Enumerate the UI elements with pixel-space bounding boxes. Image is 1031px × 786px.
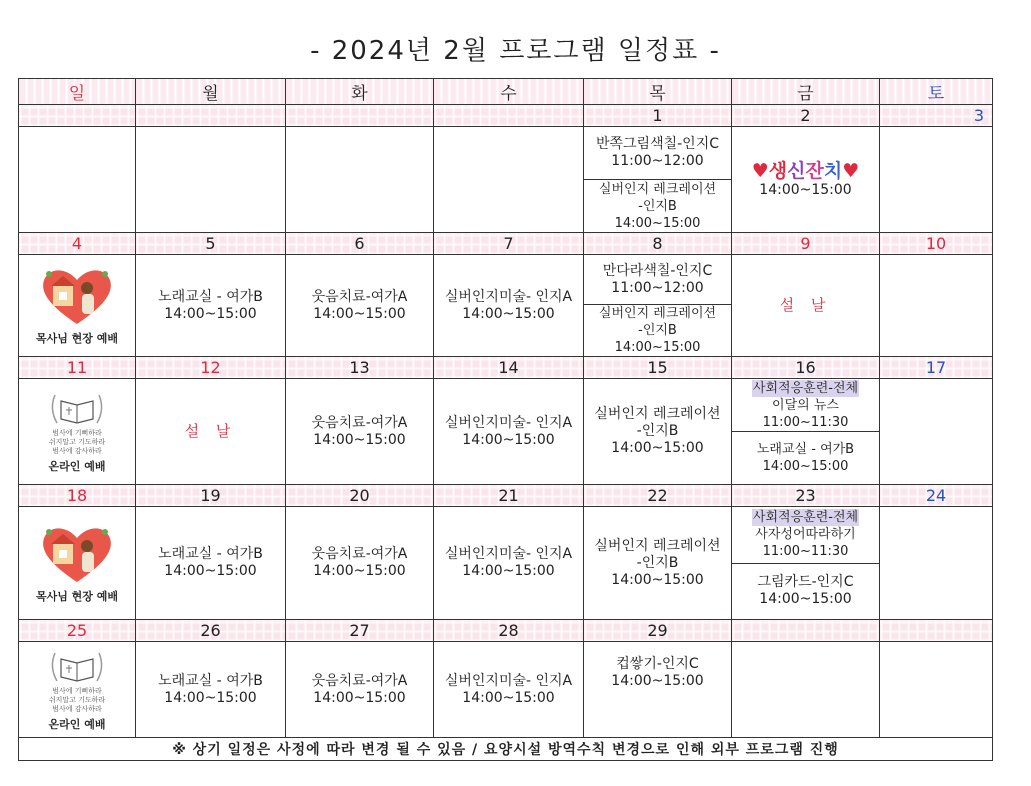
- event-tag: 사회적응훈련-전체: [752, 510, 859, 526]
- event-title: 실버인지 레크레이션: [598, 306, 717, 321]
- day-cell: [584, 507, 732, 620]
- date-cell: 26: [136, 620, 286, 642]
- event-time: 14:00~15:00: [611, 440, 704, 456]
- event-time: 14:00~15:00: [313, 305, 406, 322]
- event-title: 웃음치료-여가A: [311, 546, 408, 562]
- event-time: 11:00~11:30: [762, 544, 849, 560]
- date-cell: 14: [434, 357, 584, 379]
- event-time: 14:00~15:00: [759, 182, 852, 198]
- week4-content-row: [19, 507, 993, 620]
- weekday-sat: 토: [880, 79, 993, 105]
- event-title: 컵쌓기-인지C: [616, 656, 699, 672]
- event-title: -인지B: [638, 323, 677, 338]
- event-time: 14:00~15:00: [611, 571, 704, 588]
- event: [732, 431, 879, 484]
- page-title: - 2024년 2월 프로그램 일정표 -: [310, 36, 721, 66]
- event-title: 실버인지 레크레이션: [594, 537, 721, 554]
- event-time: 14:00~15:00: [164, 689, 257, 706]
- date-cell: [19, 105, 136, 127]
- week4-date-row: [19, 485, 993, 507]
- holiday-label: 설 날: [184, 421, 237, 440]
- day-cell: [286, 127, 434, 233]
- holiday-label: 설 날: [779, 295, 832, 314]
- sunday-caption: 온라인 예배: [48, 459, 106, 473]
- day-cell-feb16: [732, 379, 880, 485]
- church-heart-icon: [37, 522, 117, 586]
- day-cell: [880, 642, 993, 738]
- event-time: 14:00~15:00: [313, 563, 406, 579]
- event-title: 만다라색칠-인지C: [602, 262, 713, 279]
- weekday-sun: 일: [19, 79, 136, 105]
- week1-content-row: [19, 127, 993, 233]
- event-title: 노래교실 - 여가B: [158, 288, 263, 305]
- day-cell-feb8: [584, 255, 732, 357]
- day-cell: [286, 507, 434, 620]
- day-cell-feb1: [584, 127, 732, 233]
- event-title: -인지B: [636, 554, 679, 571]
- heart-icon: ♥: [751, 160, 769, 182]
- day-cell: [136, 507, 286, 620]
- day-cell: [434, 642, 584, 738]
- date-cell: 2: [732, 105, 880, 127]
- event: [584, 179, 731, 232]
- day-cell: [434, 255, 584, 357]
- day-cell: [19, 127, 136, 233]
- week3-content-row: [19, 379, 993, 485]
- week2-content-row: [19, 255, 993, 357]
- date-cell: [434, 105, 584, 127]
- event-time: 14:00~15:00: [614, 215, 701, 231]
- event-title: -인지B: [638, 198, 677, 214]
- day-cell-sunday-onsite: [19, 507, 136, 620]
- sunday-caption: 목사님 현장 예배: [35, 332, 119, 345]
- event-time: 14:00~15:00: [164, 305, 257, 322]
- event-title: 웃음치료-여가A: [311, 672, 408, 689]
- church-heart-icon: [37, 264, 117, 328]
- event-title: 실버인지 레크레이션: [594, 406, 721, 422]
- date-cell: 25: [19, 620, 136, 642]
- date-cell: 15: [584, 357, 732, 379]
- date-cell: [136, 105, 286, 127]
- event: [732, 379, 879, 431]
- verse-line: 범사에 기뻐하라: [52, 428, 102, 437]
- event-title: 실버인지미술- 인지A: [444, 546, 573, 562]
- event-title: 실버인지미술- 인지A: [444, 288, 573, 305]
- birthday-event: [732, 160, 879, 182]
- day-cell: [434, 127, 584, 233]
- date-cell: [732, 620, 880, 642]
- event-time: 14:00~15:00: [164, 563, 257, 579]
- event-title: 노래교실 - 여가B: [158, 672, 263, 689]
- birthday-char: 잔: [805, 160, 824, 182]
- event-time: 11:00~12:00: [611, 279, 704, 296]
- day-cell: [136, 127, 286, 233]
- date-cell: 4: [19, 233, 136, 255]
- event-title: 사자성어따라하기: [755, 527, 856, 543]
- verse-line: 쉬지말고 기도하라: [48, 437, 106, 446]
- date-cell: 28: [434, 620, 584, 642]
- event-time: 14:00~15:00: [611, 673, 704, 689]
- verse-line: 쉬지말고 기도하라: [48, 695, 106, 704]
- heart-icon: ♥: [842, 160, 860, 182]
- calendar-table: [18, 78, 993, 761]
- day-cell: [136, 642, 286, 738]
- date-cell: 20: [286, 485, 434, 507]
- day-cell-holiday: [732, 255, 880, 357]
- event: [584, 304, 731, 356]
- day-cell: [434, 379, 584, 485]
- date-cell: [880, 620, 993, 642]
- event-time: 11:00~11:30: [762, 414, 849, 430]
- day-cell-sunday-online: [19, 379, 136, 485]
- date-cell: 7: [434, 233, 584, 255]
- week5-date-row: [19, 620, 993, 642]
- week3-date-row: [19, 357, 993, 379]
- event-time: 14:00~15:00: [313, 431, 406, 448]
- weekday-fri: 금: [732, 79, 880, 105]
- event-time: 14:00~15:00: [462, 431, 555, 448]
- footer-row: [19, 738, 993, 761]
- day-cell: [136, 255, 286, 357]
- day-cell-feb2: [732, 127, 880, 233]
- day-cell-feb29: [584, 642, 732, 738]
- weekday-thu: 목: [584, 79, 732, 105]
- date-cell: 1: [584, 105, 732, 127]
- date-cell: 23: [732, 485, 880, 507]
- verse-line: 범사에 기뻐하라: [52, 686, 102, 695]
- week1-date-row: [19, 105, 993, 127]
- date-cell: 5: [136, 233, 286, 255]
- day-cell: [880, 255, 993, 357]
- date-cell: 29: [584, 620, 732, 642]
- date-cell: 12: [136, 357, 286, 379]
- sunday-caption: 목사님 현장 예배: [35, 589, 119, 603]
- day-cell-feb23: [732, 507, 880, 620]
- verse-text: [19, 687, 135, 714]
- date-cell: 19: [136, 485, 286, 507]
- event-time: 14:00~15:00: [462, 305, 555, 322]
- weekday-wed: 수: [434, 79, 584, 105]
- event-title: 이달의 뉴스: [772, 397, 839, 413]
- event-title: -인지B: [636, 423, 679, 439]
- date-cell: 13: [286, 357, 434, 379]
- event-title: 그림카드-인지C: [757, 574, 854, 591]
- date-cell: 24: [880, 485, 993, 507]
- event-title: 실버인지미술- 인지A: [444, 672, 573, 689]
- week5-content-row: [19, 642, 993, 738]
- bible-icon: [45, 647, 109, 687]
- bible-icon: [45, 389, 109, 429]
- day-cell: [286, 379, 434, 485]
- day-cell: [286, 642, 434, 738]
- verse-line: 범사에 감사하라: [52, 704, 102, 713]
- event: [732, 507, 879, 563]
- day-cell: [880, 127, 993, 233]
- day-cell: [732, 642, 880, 738]
- event-time: 14:00~15:00: [313, 689, 406, 706]
- event-title: 웃음치료-여가A: [311, 414, 408, 431]
- day-cell-sunday-online: [19, 642, 136, 738]
- event-time: 14:00~15:00: [614, 340, 701, 355]
- event: [732, 563, 879, 620]
- week2-date-row: [19, 233, 993, 255]
- weekday-mon: 월: [136, 79, 286, 105]
- date-cell: 3: [880, 105, 993, 127]
- date-cell: 6: [286, 233, 434, 255]
- event-time: 14:00~15:00: [762, 459, 849, 474]
- date-cell: [286, 105, 434, 127]
- date-cell: 18: [19, 485, 136, 507]
- date-cell: 17: [880, 357, 993, 379]
- footer-note: ※ 상기 일정은 사정에 따라 변경 될 수 있음 / 요양시설 방역수칙 변경으로 인해 외부 프로그램 진행: [19, 738, 993, 761]
- day-cell: [584, 379, 732, 485]
- event-title: 노래교실 - 여가B: [158, 546, 263, 562]
- sunday-caption: 온라인 예배: [48, 717, 106, 731]
- birthday-char: 생: [768, 160, 788, 182]
- day-cell: [880, 507, 993, 620]
- date-cell: 21: [434, 485, 584, 507]
- event-time: 14:00~15:00: [759, 591, 852, 608]
- date-cell: 27: [286, 620, 434, 642]
- event-title: 노래교실 - 여가B: [756, 442, 855, 457]
- day-cell-holiday: [136, 379, 286, 485]
- verse-line: 범사에 감사하라: [52, 446, 102, 455]
- weekday-header-row: [19, 79, 993, 105]
- event-title: 실버인지 레크레이션: [598, 181, 717, 197]
- event: [584, 127, 731, 179]
- event-title: 웃음치료-여가A: [311, 288, 408, 305]
- birthday-char: 치: [823, 160, 843, 182]
- day-cell-sunday-onsite: [19, 255, 136, 357]
- event-title: 반쪽그림색칠-인지C: [595, 136, 720, 152]
- day-cell: [286, 255, 434, 357]
- date-cell: 16: [732, 357, 880, 379]
- event: [584, 255, 731, 304]
- birthday-char: 신: [787, 160, 806, 182]
- date-cell: 22: [584, 485, 732, 507]
- date-cell: 11: [19, 357, 136, 379]
- event-title: 실버인지미술- 인지A: [444, 414, 573, 431]
- day-cell: [880, 379, 993, 485]
- day-cell: [434, 507, 584, 620]
- weekday-tue: 화: [286, 79, 434, 105]
- event-time: 14:00~15:00: [462, 689, 555, 706]
- date-cell: 10: [880, 233, 993, 255]
- event-time: 11:00~12:00: [611, 153, 704, 169]
- event-tag: 사회적응훈련-전체: [752, 380, 859, 396]
- verse-text: [19, 429, 135, 456]
- date-cell: 9: [732, 233, 880, 255]
- date-cell: 8: [584, 233, 732, 255]
- event-time: 14:00~15:00: [462, 563, 555, 579]
